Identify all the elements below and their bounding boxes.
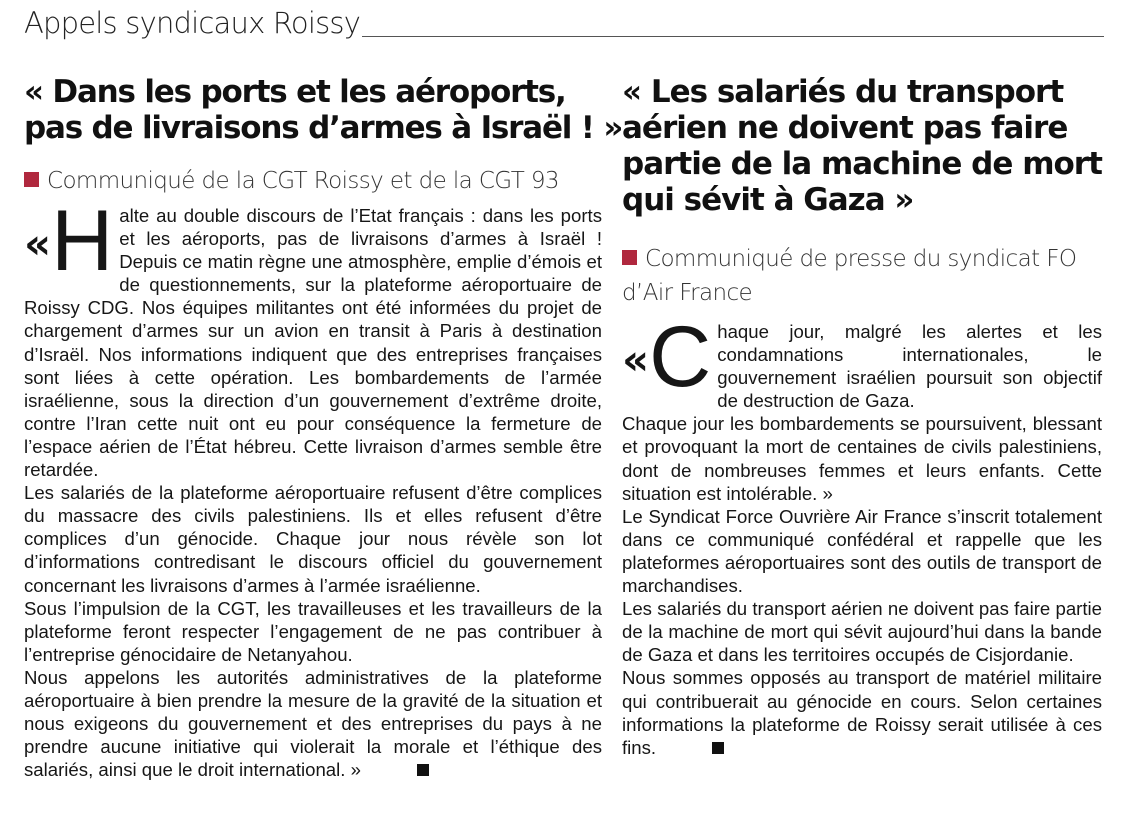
article-right-subhead xyxy=(622,242,1102,310)
article-right-headline xyxy=(622,74,1102,218)
paragraph-text: Nous appelons les autorités administratives de la plateforme aéroportuaire à bien prendre la mesure de la gravité de la situation et nous exigeons du gouvernement et des entreprises du pays à ne prendre aucune initiative qui violerait la morale et l’éthique des salariés, ainsi que le droit international. » xyxy=(24,666,602,781)
drop-cap: C xyxy=(649,309,712,405)
section-rule xyxy=(362,36,1104,37)
drop-cap-block xyxy=(24,193,114,289)
bullet-square-icon xyxy=(24,172,39,187)
subhead-text: Communiqué de la CGT Roissy et de la CGT 93 xyxy=(47,168,559,194)
article-left-body xyxy=(24,193,602,781)
paragraph: Le Syndicat Force Ouvrière Air France s’inscrit totalement dans ce communiqué confédéral et rappelle que les plateformes aéroportuaires sont des outils de transport de marchandises. xyxy=(622,505,1102,597)
paragraph xyxy=(622,666,1102,758)
paragraph: Les salariés du transport aérien ne doivent pas faire partie de la machine de mort qui sévit aujourd’hui dans la bande de Gaza et dans les territoires occupés de Cisjordanie. xyxy=(622,598,1102,666)
headline-line: aérien ne doivent pas faire xyxy=(622,110,1068,146)
drop-cap: H xyxy=(51,193,114,289)
opening-guillemet: « xyxy=(622,335,648,384)
subhead-text: Communiqué de presse du syndicat FO d’Air France xyxy=(622,246,1077,306)
article-left xyxy=(24,74,623,781)
paragraph: Les salariés de la plateforme aéroportuaire refusent d’être complices du massacre des civils palestiniens. Ils et elles refusent d’être complices d’un génocide. Chaque jour nous révèle son lot d’informations contredisant le discours officiel du gouvernement concernant les livraisons d’armes à l’armée israélienne. xyxy=(24,482,602,596)
paragraph xyxy=(622,309,1102,412)
opening-guillemet: « xyxy=(24,219,50,268)
paragraph: Sous l’impulsion de la CGT, les travailleuses et les travailleurs de la plateforme feront respecter l’engagement de ne pas contribuer à l’entreprise génocidaire de Netanyahou. xyxy=(24,597,602,665)
paragraph: Chaque jour les bombardements se poursuivent, blessant et provoquant la mort de centaines de civils palestiniens, dont de nombreuses femmes et leurs enfants. Cette situation est intolérable. » xyxy=(622,413,1102,504)
paragraph-text: haque jour, malgré les alertes et les condamnations internationales, le gouvernement israélien poursuit son objectif de destruction de Gaza. xyxy=(717,321,1102,412)
drop-cap-block xyxy=(622,309,712,405)
paragraph xyxy=(24,666,602,781)
headline-line: « Dans les ports et les aéroports, xyxy=(24,74,566,110)
article-left-subhead xyxy=(24,164,602,198)
section-header xyxy=(24,6,1104,46)
headline-line: « Les salariés du transport xyxy=(622,74,1064,110)
headline-line: partie de la machine de mort xyxy=(622,146,1102,182)
section-title: Appels syndicaux Roissy xyxy=(24,6,361,40)
headline-line: qui sévit à Gaza » xyxy=(622,182,914,218)
end-mark-icon xyxy=(712,742,724,754)
article-right xyxy=(622,74,1102,759)
bullet-square-icon xyxy=(622,250,637,265)
headline-line: pas de livraisons d’armes à Israël ! » xyxy=(24,110,623,146)
paragraph-text: alte au double discours de l’Etat français : dans les ports et les aéroports, pas de livraisons d’armes à Israël ! Depuis ce matin règne une atmosphère, emplie d’émois et de questionnements, sur la plateforme aéroportuaire de Roissy CDG. Nos équipes militantes ont été informées du projet de chargement d’armes sur un avion en transit à Paris à destination d’Israël. Nos informations indiquent que des entreprises françaises sont liées à cette opération. Les bombardements de l’armée israélienne, sous la direction d’un gouvernement d’extrême droite, contre l’Iran cette nuit ont eu pour conséquence la fermeture de l’espace aérien de l’État hébreu. Cette livraison d’armes semble être retardée. xyxy=(24,205,602,481)
article-right-body xyxy=(622,309,1102,759)
end-mark-icon xyxy=(417,764,429,776)
article-left-headline xyxy=(24,74,623,146)
paragraph xyxy=(24,193,602,481)
paragraph-text: Nous sommes opposés au transport de matériel militaire qui contribuerait au génocide en cours. Selon certaines informations la plateforme de Roissy serait utilisée à ces fins. xyxy=(622,667,1102,758)
